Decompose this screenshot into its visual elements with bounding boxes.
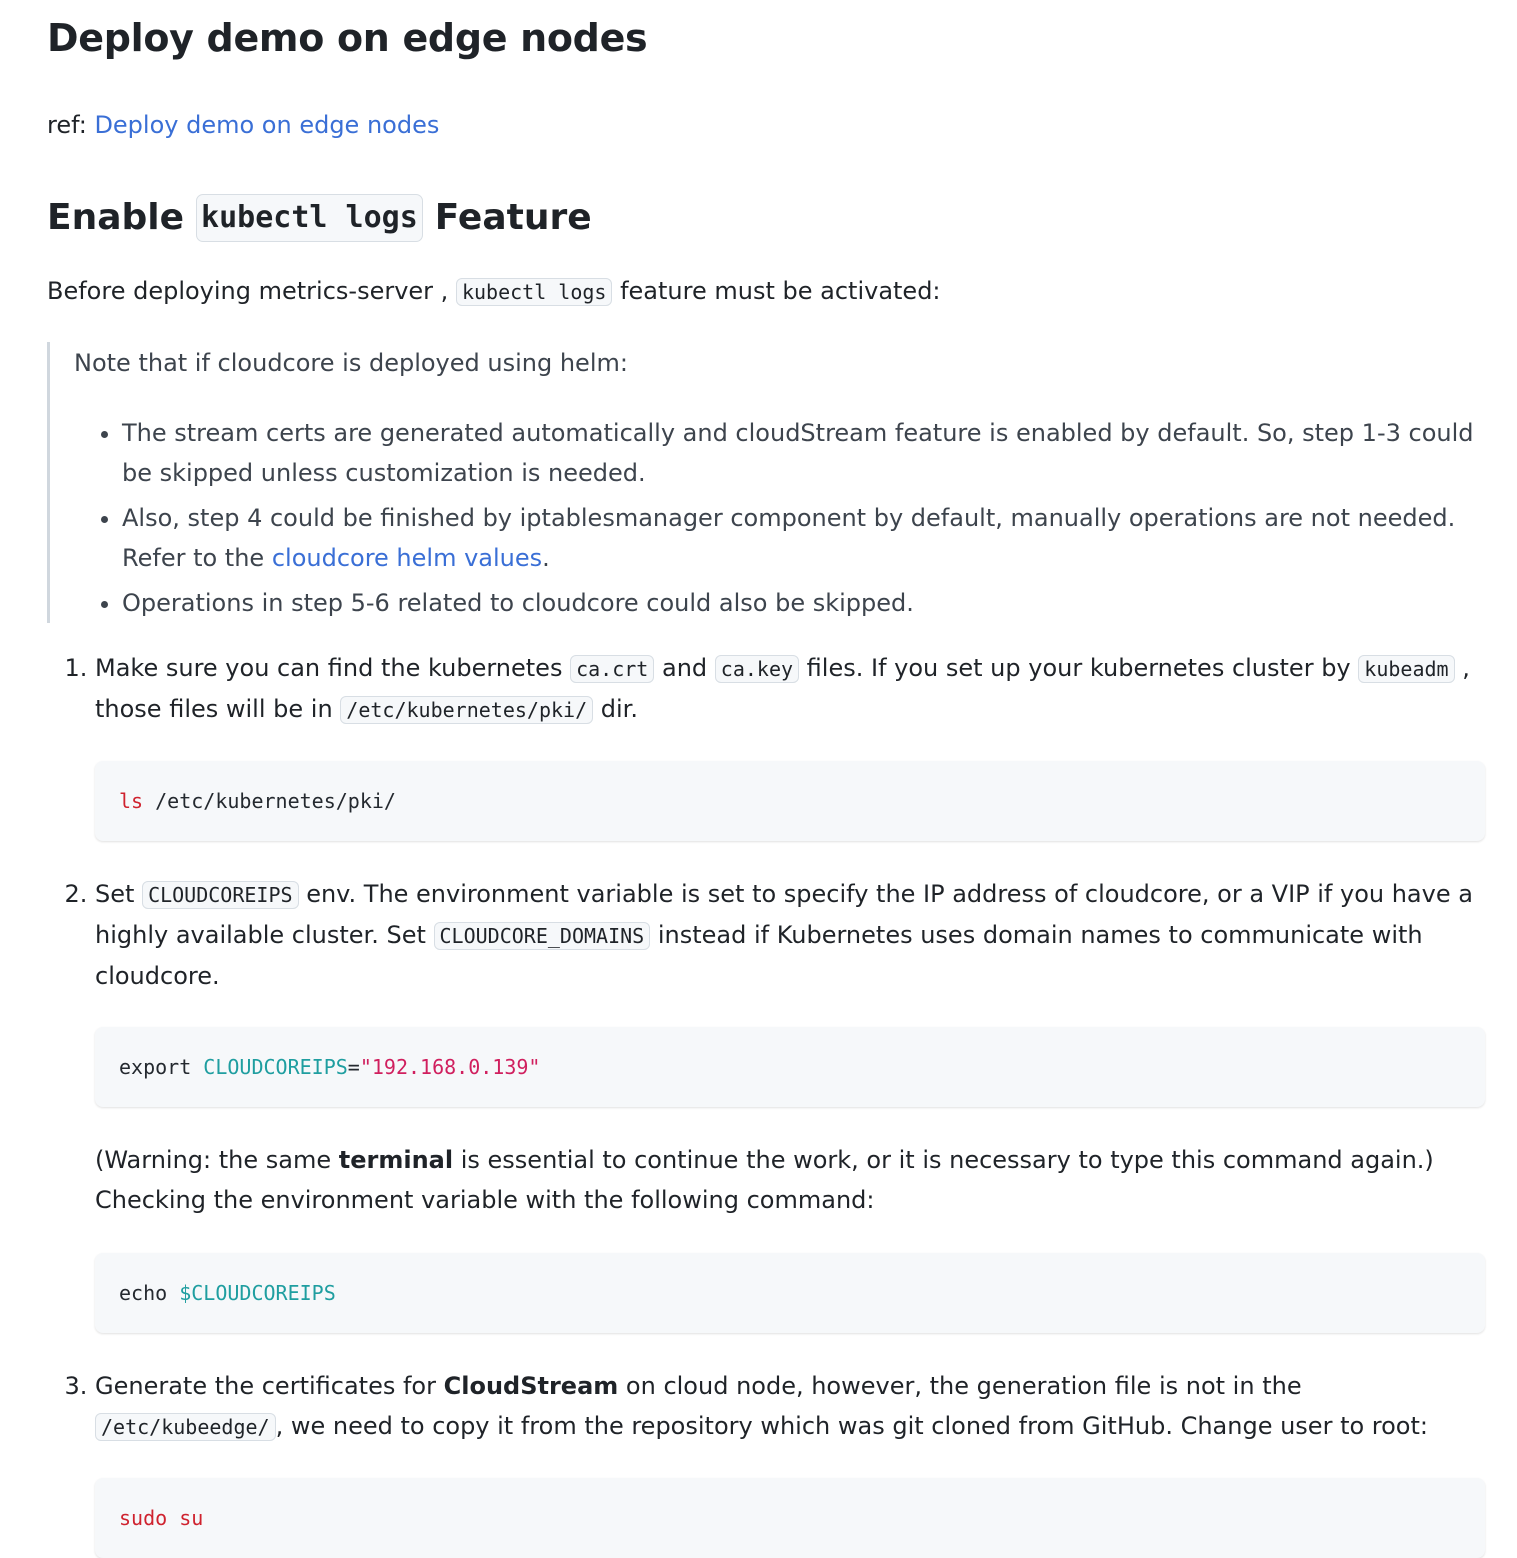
step-2 (95, 874, 1485, 1333)
code-command: echo (119, 1281, 180, 1305)
ref-link[interactable]: Deploy demo on edge nodes (94, 111, 440, 139)
step-text: files. If you set up your kubernetes cluster by (806, 654, 1351, 682)
section-heading-after: Feature (434, 197, 592, 238)
step-text: Make sure you can find the kubernetes (95, 654, 563, 682)
inline-code: CLOUDCORE_DOMAINS (434, 922, 651, 950)
note-title: Note that if cloudcore is deployed using helm: (74, 349, 628, 377)
steps-list (47, 648, 1485, 1558)
helm-note (47, 342, 1485, 623)
intro-paragraph (47, 271, 1485, 312)
step-text: and (661, 654, 708, 682)
step-3-text (95, 1366, 1485, 1447)
inline-code: ca.crt (570, 655, 654, 683)
inline-code: ca.key (715, 655, 799, 683)
section-heading (47, 194, 1485, 242)
step-text: , those files will be in (95, 654, 1470, 723)
inline-code: kubeadm (1358, 655, 1454, 683)
bold-text: CloudStream (443, 1372, 619, 1400)
section-heading-code: kubectl logs (196, 194, 423, 242)
code-argument: /etc/kubernetes/pki/ (143, 789, 396, 813)
code-command: ls (119, 789, 144, 813)
page-title: Deploy demo on edge nodes (47, 16, 648, 60)
note-link-suffix: . (542, 544, 550, 572)
warning-paragraph (95, 1140, 1485, 1220)
step-text: instead if Kubernetes uses domain names to communicate with cloudcore. (95, 921, 1423, 990)
step-text: (Warning: the same (95, 1146, 332, 1174)
step-text: env. The environment variable is set to specify the IP address of cloudcore, or a VIP if you have a highly available cluster. Set (95, 880, 1473, 949)
step-text: Generate the certificates for (95, 1372, 436, 1400)
intro-after: feature must be activated: (620, 277, 941, 305)
step-1 (95, 648, 1485, 841)
ref-line (47, 105, 1485, 145)
code-block[interactable] (95, 1478, 1485, 1558)
step-1-text (95, 648, 1485, 730)
code-variable: $CLOUDCOREIPS (179, 1281, 336, 1305)
note-item (122, 498, 1485, 578)
note-item: • The stream certs are generated automatically and cloudStream feature is enabled by default. So, step 1-3 could be skipped unless customization is needed. (122, 413, 1485, 493)
inline-code: /etc/kubernetes/pki/ (340, 696, 593, 724)
code-keyword: export (119, 1055, 204, 1079)
step-2-text (95, 874, 1485, 996)
step-text: on cloud node, however, the generation file is not in the (625, 1372, 1302, 1400)
step-3 (95, 1366, 1485, 1558)
note-list (74, 413, 1485, 623)
inline-code: CLOUDCOREIPS (142, 881, 299, 909)
note-item: • Operations in step 5-6 related to cloudcore could also be skipped. (122, 583, 1485, 623)
inline-code: /etc/kubeedge/ (95, 1413, 276, 1441)
code-command: sudo su (119, 1506, 204, 1530)
helm-values-link[interactable]: cloudcore helm values (271, 544, 543, 572)
code-block[interactable] (95, 1027, 1485, 1107)
code-operator: = (347, 1055, 360, 1079)
intro-code: kubectl logs (456, 278, 613, 306)
bold-text: terminal (338, 1146, 454, 1174)
code-variable: CLOUDCOREIPS (203, 1055, 348, 1079)
step-text: Set (95, 880, 135, 908)
intro-before: Before deploying metrics-server , (47, 277, 449, 305)
code-block[interactable] (95, 1253, 1485, 1333)
step-text: dir. (600, 695, 638, 723)
ref-prefix: ref: (47, 111, 87, 139)
step-text: is essential to continue the work, or it is necessary to type this command again.) Checking the environment variable with the following command: (95, 1146, 1434, 1214)
note-item-text: Also, step 4 could be finished by iptablesmanager component by default, manually operations are not needed. Refer to the (122, 504, 1456, 572)
section-heading-before: Enable (47, 197, 185, 238)
code-block[interactable] (95, 761, 1485, 841)
code-string: "192.168.0.139" (359, 1055, 541, 1079)
step-text: , we need to copy it from the repository which was git cloned from GitHub. Change user to root: (275, 1412, 1428, 1440)
